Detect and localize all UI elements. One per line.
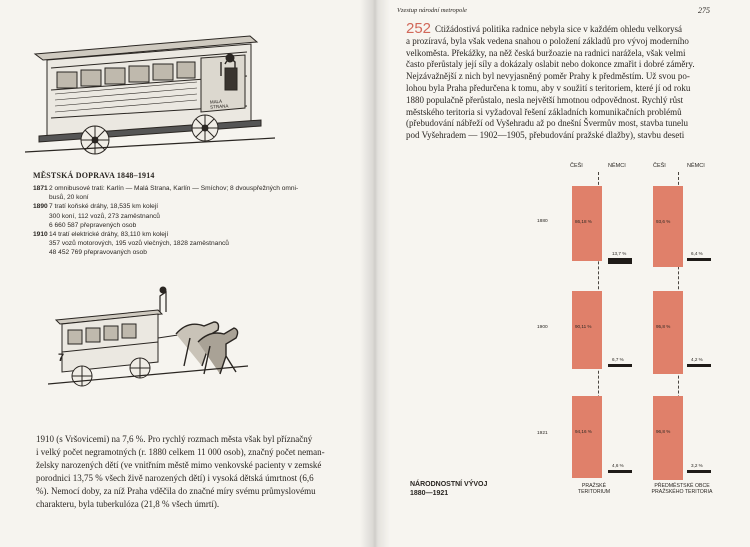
body-line: i velký počet negramotných (r. 1880 celkem 11 000 osob), značný počet neman- bbox=[36, 447, 325, 457]
legend-nemci-p2: NĚMCI bbox=[687, 163, 705, 169]
transport-year: 1910 bbox=[33, 231, 48, 239]
bar-cesi bbox=[572, 291, 602, 369]
bar-cesi bbox=[653, 186, 683, 267]
transport-year: 1871 bbox=[33, 185, 48, 192]
running-head: Vzestup národní metropole bbox=[397, 7, 467, 14]
body-line: charakteru, byla tuberkulóza (21,8 % všech úmrtí). bbox=[36, 499, 220, 509]
body-line: velkoměsta. Překážky, na něž česká buržoazie na radnici narážela, však velmi bbox=[406, 47, 686, 58]
body-line: 1880 populačně přerůstalo, nesla největší hmotnou odpovědnost. Rychlý růst bbox=[406, 94, 684, 105]
bar-value-nemci: 3,2 % bbox=[691, 463, 703, 468]
panel-label-1: PRAŽSKÉ TERITORIUM bbox=[577, 483, 611, 495]
bar-nemci bbox=[608, 364, 632, 367]
transport-text bbox=[49, 202, 353, 230]
body-line: městského teritoria si vyžadoval řešení základních komunikačních problémů bbox=[406, 106, 682, 117]
transport-line: 7 tratí koňské dráhy, 18,535 km kolejí bbox=[49, 203, 159, 211]
tram-sign-line-2: STRANA bbox=[210, 103, 229, 110]
transport-line: 48 452 769 přepravovaných osob bbox=[49, 249, 147, 257]
left-page bbox=[0, 0, 372, 547]
bar-cesi bbox=[653, 291, 683, 374]
body-line: a prozíravá, byla však vedena snahou o položení základů pro vývoj moderního bbox=[406, 35, 689, 46]
tram-car-number: 7 bbox=[58, 352, 65, 364]
body-line: lohou byla Praha předurčena k tomu, aby v soužití s teritoriem, které jí od roku bbox=[406, 82, 691, 93]
body-line: pod Vyšehradem — 1902—1905, přebudování pražské dlažby), stavbu deseti bbox=[406, 130, 685, 141]
bar-value-nemci: 13,7 % bbox=[612, 251, 627, 256]
chart-title-line-2: 1880—1921 bbox=[410, 490, 449, 497]
nationality-chart bbox=[372, 0, 750, 547]
transport-text bbox=[49, 184, 353, 202]
legend-nemci-p1: NĚMCI bbox=[608, 163, 626, 169]
transport-entry-1910 bbox=[33, 230, 353, 258]
chart-title-line-1: NÁRODNOSTNÍ VÝVOJ bbox=[410, 481, 488, 488]
right-page bbox=[372, 0, 750, 547]
bar-value-cesi: 95,8 % bbox=[656, 324, 671, 329]
section-number: 252 bbox=[406, 20, 432, 37]
bar-value-cesi: 96,8 % bbox=[656, 429, 671, 434]
bar-nemci bbox=[687, 258, 711, 261]
bar-nemci bbox=[687, 470, 711, 473]
transport-line: 14 tratí elektrické dráhy, 83,110 km kolejí bbox=[49, 231, 169, 239]
body-line: %). Nemocí doby, za níž Praha vděčila do značné míry svému průmyslovému bbox=[36, 486, 316, 496]
transport-line: 357 vozů motorových, 195 vozů vlečných, 1828 zaměstnanců bbox=[49, 240, 229, 248]
bar-value-nemci: 6,7 % bbox=[612, 357, 624, 362]
transport-line: busů, 20 koní bbox=[49, 194, 89, 202]
transport-line: 2 omnibusové trati: Karlín — Malá Strana, Karlín — Smíchov; 8 dvouspřežných omni- bbox=[49, 185, 299, 192]
body-line: porodnici 13,75 % všech živě narozených dětí) i vysoká dětská úmrtnost (6,6 bbox=[36, 473, 314, 483]
body-line: (přebudování nábřeží od Vyšehradu až po dnešní Švermův most, stavba tunelu bbox=[406, 118, 689, 129]
bar-value-nemci: 6,4 % bbox=[691, 251, 703, 256]
bar-nemci bbox=[608, 258, 632, 264]
bar-value-cesi: 90,11 % bbox=[575, 324, 592, 329]
bar-cesi bbox=[572, 396, 602, 478]
bar-value-nemci: 4,2 % bbox=[691, 357, 703, 362]
bar-value-nemci: 4,6 % bbox=[612, 463, 624, 468]
chart-title bbox=[410, 480, 487, 498]
body-line: Nejzávažnější z nich byl nevyjasněný poměr Prahy k předměstím. Už svou po- bbox=[406, 71, 690, 82]
panel-label-2: PŘEDMĚSTSKÉ OBCE PRAŽSKÉHO TERITORIA bbox=[651, 483, 713, 495]
tram-sign bbox=[210, 98, 229, 109]
horse-tram-illustration bbox=[25, 28, 275, 156]
bar-value-cesi: 93,6 % bbox=[656, 219, 671, 224]
transport-entry-1890 bbox=[33, 202, 353, 230]
transport-year: 1890 bbox=[33, 203, 48, 211]
transport-title: MĚSTSKÁ DOPRAVA 1848–1914 bbox=[33, 171, 155, 180]
transport-entry-1871 bbox=[33, 184, 353, 202]
page-number: 275 bbox=[698, 6, 710, 15]
bar-nemci bbox=[687, 364, 711, 367]
body-first-text: Ctižádostivá politika radnice nebyla sice v každém ohledu velkorysá bbox=[435, 24, 682, 34]
bar-cesi bbox=[653, 396, 683, 480]
year-label: 1900 bbox=[537, 325, 548, 330]
legend-cesi-p2: ČEŠI bbox=[653, 163, 666, 169]
transport-text bbox=[49, 230, 353, 258]
transport-line: 300 koní, 112 vozů, 273 zaměstnanců bbox=[49, 212, 160, 220]
bar-value-cesi: 94,16 % bbox=[575, 429, 592, 434]
body-line: želsky narozených dětí (ve vnitřním městě mimo venkovské pacienty v zemské bbox=[36, 460, 322, 470]
tram-sign-line-1: MALÁ bbox=[209, 98, 223, 105]
transport-line: 6 660 587 přepravených osob bbox=[49, 221, 137, 229]
legend-cesi-p1: ČEŠI bbox=[570, 163, 583, 169]
body-line: 1910 (s Vršovicemi) na 7,6 %. Pro rychlý rozmach města však byl příznačný bbox=[36, 434, 313, 444]
left-body-text bbox=[36, 433, 354, 511]
transport-list bbox=[33, 184, 353, 258]
bar-nemci bbox=[608, 470, 632, 473]
bar-value-cesi: 86,18 % bbox=[575, 219, 592, 224]
year-label: 1921 bbox=[537, 431, 548, 436]
horse-drawn-car-illustration bbox=[48, 282, 248, 394]
book-gutter-shadow bbox=[360, 0, 390, 547]
year-label: 1880 bbox=[537, 219, 548, 224]
body-line: často přerůstaly její síly a dokázaly oslabit nebo dokonce zmařit i dobré záměry. bbox=[406, 59, 695, 70]
